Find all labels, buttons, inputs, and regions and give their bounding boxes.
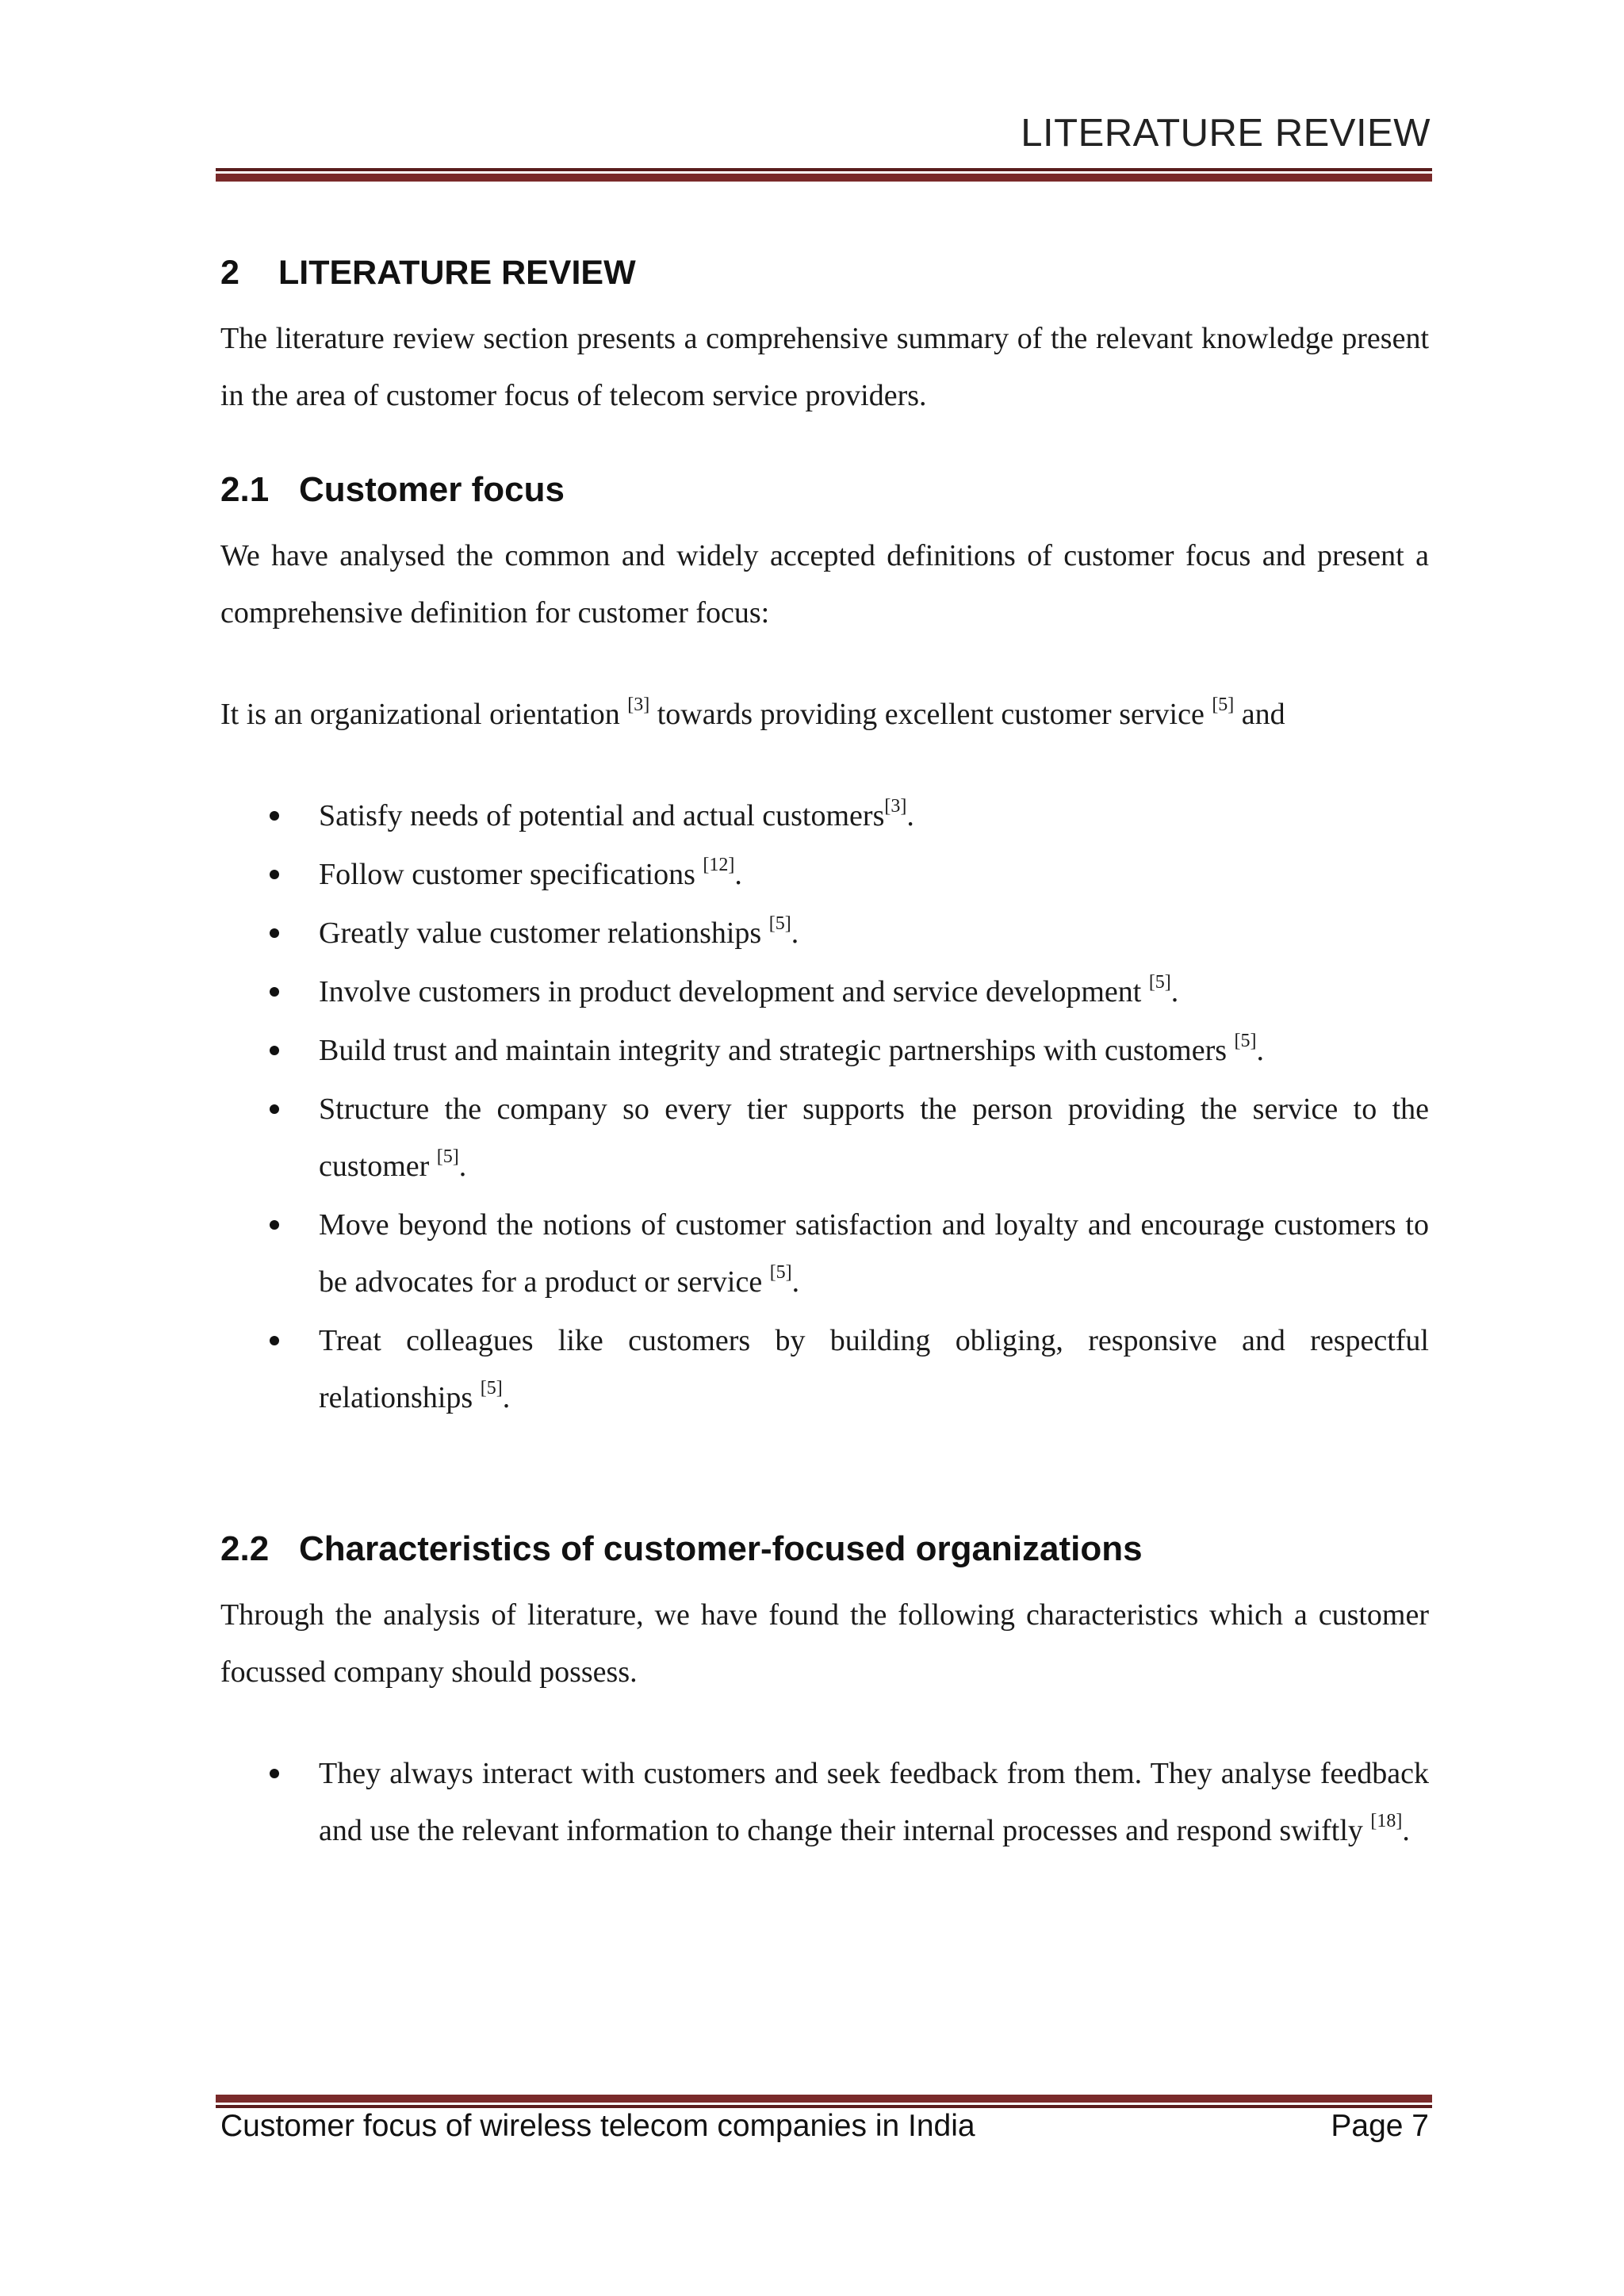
list-item bbox=[220, 846, 1429, 903]
subsection-title: Characteristics of customer-focused organizations bbox=[299, 1529, 1143, 1568]
list-item bbox=[220, 963, 1429, 1020]
list-item bbox=[220, 1022, 1429, 1079]
subsection-number: 2.2 bbox=[220, 1529, 270, 1568]
section-intro: The literature review section presents a comprehensive summary of the relevant knowledge present in the area of customer focus of telecom service providers. bbox=[220, 322, 1429, 412]
definition-part-a: It is an organizational orientation bbox=[220, 698, 628, 731]
list-item-end: . bbox=[906, 799, 914, 832]
definition-part-b: towards providing excellent customer service bbox=[649, 698, 1212, 731]
footer-rule-thin bbox=[216, 2105, 1432, 2108]
citation: [3] bbox=[627, 695, 650, 716]
list-item-text: Build trust and maintain integrity and strategic partnerships with customers bbox=[319, 1034, 1235, 1067]
subsection-title: Customer focus bbox=[299, 470, 565, 509]
section-title: LITERATURE REVIEW bbox=[278, 254, 636, 292]
citation: [18] bbox=[1370, 1811, 1403, 1832]
subsection-number: 2.1 bbox=[220, 470, 270, 509]
citation: [5] bbox=[1234, 1031, 1257, 1052]
list-item-end: . bbox=[458, 1150, 467, 1183]
list-item bbox=[220, 905, 1429, 962]
bullet-icon bbox=[270, 1046, 279, 1055]
list-item bbox=[220, 1081, 1429, 1195]
bullet-icon bbox=[270, 870, 279, 879]
citation: [5] bbox=[436, 1146, 459, 1168]
bullet-icon bbox=[270, 1769, 279, 1778]
list-item-text: Involve customers in product development and service development bbox=[319, 975, 1149, 1008]
list-item-end: . bbox=[791, 1265, 800, 1299]
bullet-icon bbox=[270, 928, 279, 938]
section-heading bbox=[220, 254, 1429, 293]
list-item bbox=[220, 1312, 1429, 1426]
list-item-end: . bbox=[1256, 1034, 1265, 1067]
citation: [5] bbox=[768, 913, 791, 935]
page-footer bbox=[220, 2109, 1429, 2144]
list-item-end: . bbox=[791, 916, 799, 950]
list-item-text: Structure the company so every tier supports the person providing the service to the customer bbox=[319, 1093, 1429, 1183]
list-item-text: Satisfy needs of potential and actual customers bbox=[319, 799, 885, 832]
citation: [12] bbox=[703, 855, 735, 876]
list-item-end: . bbox=[734, 858, 742, 891]
subsection-heading-customer-focus bbox=[220, 470, 1429, 510]
citation: [5] bbox=[480, 1378, 503, 1399]
header-rule-thick bbox=[216, 174, 1432, 182]
running-header-title: LITERATURE REVIEW bbox=[1021, 112, 1431, 155]
bullet-icon bbox=[270, 811, 279, 821]
footer-rule bbox=[216, 2095, 1432, 2108]
header-rule-thin bbox=[216, 168, 1432, 171]
list-item-text: Treat colleagues like customers by building obliging, responsive and respectful relationships bbox=[319, 1324, 1429, 1414]
citation: [5] bbox=[1148, 972, 1171, 993]
section-number: 2 bbox=[220, 254, 239, 292]
list-item-text: Follow customer specifications bbox=[319, 858, 703, 891]
characteristics-bullet-list bbox=[220, 1745, 1429, 1859]
list-item-end: . bbox=[502, 1381, 511, 1414]
citation: [5] bbox=[769, 1262, 792, 1284]
list-item bbox=[220, 1196, 1429, 1311]
bullet-icon bbox=[270, 1220, 279, 1230]
characteristics-paragraph: Through the analysis of literature, we have found the following characteristics which a customer focussed company should possess. bbox=[220, 1598, 1429, 1689]
bullet-icon bbox=[270, 987, 279, 997]
subsection-heading-characteristics bbox=[220, 1529, 1429, 1569]
list-item-end: . bbox=[1402, 1814, 1410, 1847]
page-content bbox=[220, 238, 1429, 1861]
customer-focus-paragraph: We have analysed the common and widely accepted definitions of customer focus and present a comprehensive definition for customer focus: bbox=[220, 539, 1429, 629]
list-item-end: . bbox=[1170, 975, 1179, 1008]
bullet-icon bbox=[270, 1104, 279, 1114]
footer-title: Customer focus of wireless telecom companies in India bbox=[220, 2109, 975, 2143]
customer-focus-bullet-list bbox=[220, 787, 1429, 1426]
header-rule bbox=[216, 168, 1432, 182]
list-item-text: Move beyond the notions of customer satisfaction and loyalty and encourage customers to be advocates for a product or service bbox=[319, 1208, 1429, 1299]
bullet-icon bbox=[270, 1336, 279, 1345]
page-number: Page 7 bbox=[1331, 2109, 1429, 2143]
citation: [3] bbox=[884, 796, 907, 817]
list-item bbox=[220, 787, 1429, 844]
list-item-text: They always interact with customers and seek feedback from them. They analyse feedback and use the relevant information to change their internal processes and respond swiftly bbox=[319, 1757, 1429, 1847]
footer-rule-thick bbox=[216, 2095, 1432, 2103]
citation: [5] bbox=[1212, 695, 1235, 716]
list-item-text: Greatly value customer relationships bbox=[319, 916, 769, 950]
list-item bbox=[220, 1745, 1429, 1859]
definition-paragraph bbox=[220, 686, 1429, 743]
definition-part-c: and bbox=[1234, 698, 1285, 731]
